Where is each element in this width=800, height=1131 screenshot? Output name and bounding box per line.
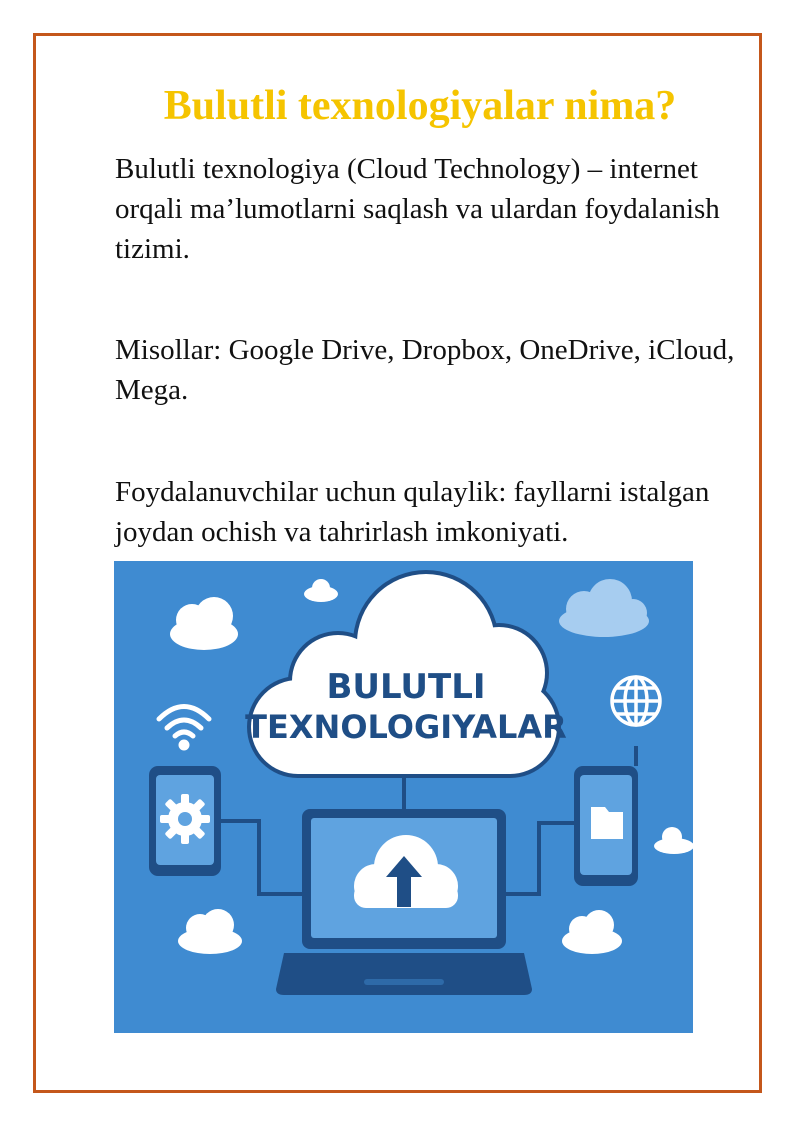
wifi-icon	[159, 707, 209, 749]
cloud-label-line1: BULUTLI	[326, 667, 486, 707]
globe-icon	[612, 677, 660, 725]
small-cloud-icon	[178, 909, 242, 954]
cloud-technology-illustration	[114, 561, 693, 1033]
small-cloud-icon	[654, 827, 693, 854]
page-title: Bulutli texnologiyalar nima?	[163, 83, 677, 129]
examples-paragraph: Misollar: Google Drive, Dropbox, OneDrive, iCloud, Mega.	[115, 334, 735, 406]
gear-icon	[160, 794, 210, 844]
small-cloud-icon	[304, 579, 338, 602]
definition-paragraph: Bulutli texnologiya (Cloud Technology) – internet orqali ma’lumotlarni saqlash va ulardan foydalanish tizimi.	[115, 153, 720, 265]
small-cloud-icon	[559, 579, 649, 637]
cloud-label-line2: TEXNOLOGIYALAR	[245, 708, 567, 746]
benefit-paragraph: Foydalanuvchilar uchun qulaylik: fayllarni istalgan joydan ochish va tahrirlash imkoniyati.	[115, 476, 710, 548]
main-cloud-icon	[245, 570, 567, 778]
small-cloud-icon	[170, 597, 238, 650]
small-cloud-icon	[562, 910, 622, 954]
